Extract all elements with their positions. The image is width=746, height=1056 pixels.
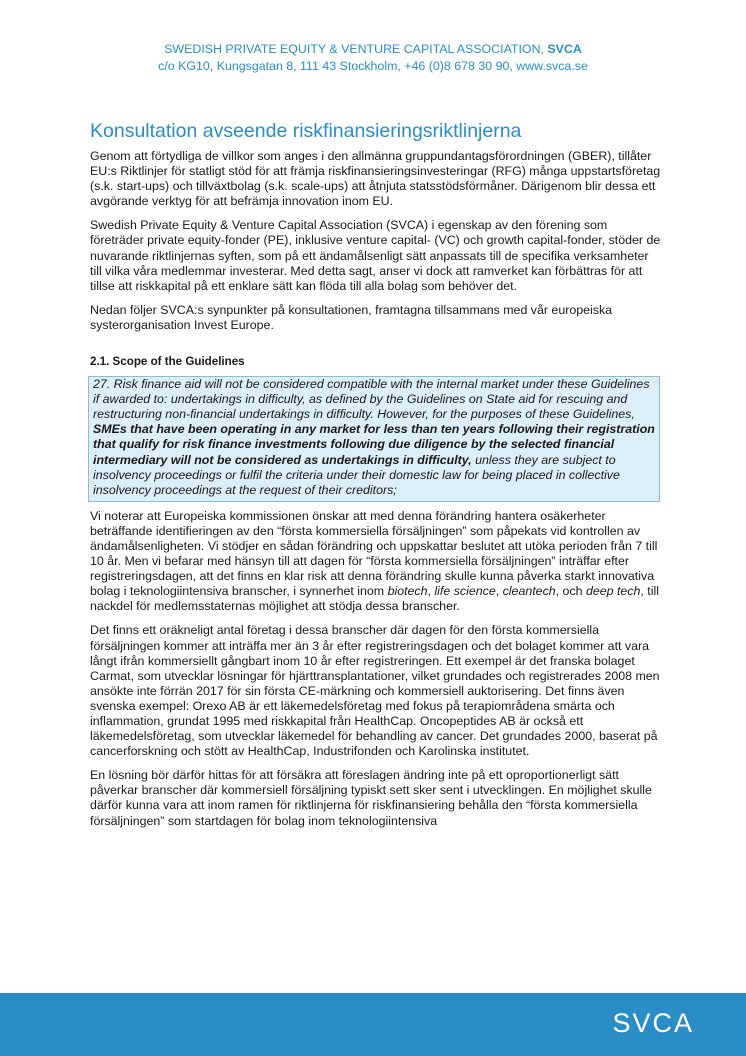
paragraph-5: Det finns ett oräkneligt antal företag i dessa branscher där dagen för den första kommersiella försäljningen kommer att inträffa mer än 3 år efter registreringsdagen och det bolaget kommer att vara långt ifrån kommersiellt gångbart inom 10 år efter registreringen. Ett exempel är det franska bolaget Carmat, som utvecklar lösningar för hjärttransplantationer, vilket grundades och registrerades 2008 men ansökte inte förrän 2017 för sin första CE-märkning och kommersiell auktorisering. Det finns även svenska exempel: Orexo AB är ett läkemedelsföretag med fokus på terapiområdena smärta och inflammation, grundat 1995 med riskkapital från HealthCap. Oncopeptides AB är också ett läkemedelsföretag, som utvecklar läkemedel för behandling av cancer. Det grundades 2000, baserat på cancerforskning och stött av HealthCap, Industrifonden och Karolinska institutet.: [90, 623, 660, 759]
letterhead-line-1: SWEDISH PRIVATE EQUITY & VENTURE CAPITAL ASSOCIATION, SVCA: [164, 42, 582, 56]
paragraph-1: Genom att förtydliga de villkor som anges i den allmänna gruppundantagsförordningen (GBER), tillåter EU:s Riktlinjer för statligt stöd för att främja riskfinansieringsinvesteringar (RFG) många uppstartsföretag (s.k. start-ups) och tillväxtbolag (s.k. scale-ups) att åtnjuta statsstödsförmåner. Därigenom blir dessa ett avgörande verktyg för att befrämja innovation inom EU.: [90, 149, 661, 209]
footer-band: [0, 993, 746, 1056]
letterhead-line-2: c/o KG10, Kungsgatan 8, 111 43 Stockholm, +46 (0)8 678 30 90, www.svca.se: [158, 58, 588, 73]
paragraph-3: Nedan följer SVCA:s synpunkter på konsultationen, framtagna tillsammans med vår europeiska systerorganisation Invest Europe.: [90, 302, 613, 332]
paragraph-2: Swedish Private Equity & Venture Capital Association (SVCA) i egenskap av den förening som företräder private equity-fonder (PE), inklusive venture capital- (VC) och growth capital-fonder, stöder de nuvarande riktlinjernas syften, som på ett ändamålsenligt sätt anpassats till de specifika verksamheter till vilka våra medlemmar investerar. Med detta sagt, anser vi dock att ramverket kan förbättras för att tillse att riskkapital på ett enklare sätt kan flöda till alla bolag som behöver det.: [90, 218, 661, 293]
quoted-guideline-box: 27. Risk finance aid will not be considered compatible with the internal market under these Guidelines if awarded to: undertakings in difficulty, as defined by the Guidelines on State aid for rescuing and restructuring non-financial undertakings in difficulty. However, for the purposes of these Guidelines, SMEs that have been operating in any market for less than ten years following their registration that qualify for risk finance investments following due diligence by the selected financial intermediary will not be considered as undertakings in difficulty, unless they are subject to insolvency proceedings or fulfil the criteria under their domestic law for being placed in collective insolvency proceedings at the request of their creditors;: [88, 376, 660, 502]
letterhead-org-abbrev: SVCA: [547, 42, 582, 56]
document-body: [90, 118, 662, 838]
section-heading: 2.1. Scope of the Guidelines: [90, 355, 245, 369]
document-title: Konsultation avseende riskfinansieringsriktlinjerna: [90, 120, 522, 142]
letterhead: [0, 41, 746, 74]
paragraph-4: Vi noterar att Europeiska kommissionen önskar att med denna förändring hantera osäkerheter beträffande identifieringen av den “första kommersiella försäljningen” som påpekats vid kontrollen av ändamålsenligheten. Vi stödjer en sådan förändring och uppskattar beslutet att utöka perioden från 7 till 10 år. Men vi befarar med hänsyn till att dagen för “första kommersiella försäljningen” inträffar efter registreringsdagen, att det finns en klar risk att denna förändring skulle kunna påverka starkt innovativa bolag i teknologiintensiva branscher, i synnerhet inom biotech, life science, cleantech, och deep tech, till nackdel för medlemsstaternas möjlighet att stödja dessa branscher.: [90, 508, 659, 614]
paragraph-6: En lösning bör därför hittas för att försäkra att föreslagen ändring inte på ett oproportionerligt sätt påverkar branscher där kommersiell försäljning typiskt sett sker sent i utvecklingen. En möjlighet skulle därför kunna vara att inom ramen för riktlinjerna för riskfinansiering behålla den “första kommersiella försäljningen” som startdagen för bolag inom teknologiintensiva: [90, 768, 652, 828]
svca-logo: SVCA: [612, 1008, 694, 1038]
quote-emphasis: SMEs that have been operating in any market for less than ten years following their registration that qualify for risk finance investments following due diligence by the selected financial intermediary will not be considered as undertakings in difficulty,: [93, 422, 655, 467]
